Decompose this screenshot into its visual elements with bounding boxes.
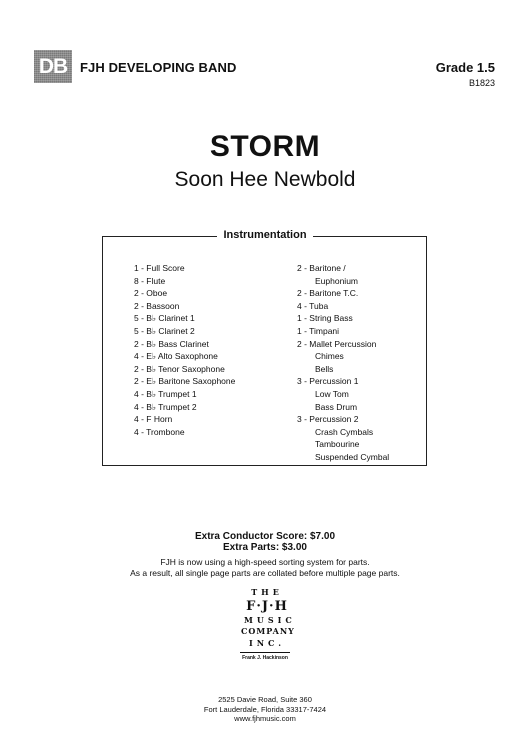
instrument-line: 2 - Bassoon <box>134 300 180 311</box>
instrument-line: 2 - Baritone T.C. <box>297 288 359 299</box>
conductor-score-price: Extra Conductor Score: $7.00 <box>194 531 336 542</box>
instrument-subline: Crash Cymbals <box>315 426 374 437</box>
instrument-line: 1 - Full Score <box>134 263 185 273</box>
instrument-line: 4 - Tuba <box>297 300 329 311</box>
instrument-subline: Bass Drum <box>315 401 358 412</box>
instrument-subline: Bells <box>315 363 334 374</box>
instrument-line: 2 - E♭ Baritone Saxophone <box>134 376 236 387</box>
instrument-line: 1 - String Bass <box>297 313 353 324</box>
catalog-code: B1823 <box>468 78 495 88</box>
instrument-line: 4 - Trombone <box>134 426 185 437</box>
instrument-line: 2 - Baritone / <box>297 263 346 273</box>
instrument-subline: Tambourine <box>315 439 360 450</box>
instrument-line: 4 - B♭ Trumpet 2 <box>134 401 197 412</box>
logo-line-music: MUSIC <box>244 614 296 625</box>
instrument-line: 8 - Flute <box>134 275 166 286</box>
instrument-line: 4 - B♭ Trumpet 1 <box>134 388 197 399</box>
logo-line-company: COMPANY <box>241 626 295 636</box>
instrument-line: 3 - Percussion 2 <box>297 414 359 425</box>
extra-parts-price: Extra Parts: $3.00 <box>223 542 307 553</box>
instrumentation-heading <box>0 229 530 241</box>
fjh-publisher-logo <box>240 587 296 661</box>
instrument-line: 1 - Timpani <box>297 325 340 336</box>
publisher-address <box>0 695 530 724</box>
sorting-note-line-1: FJH is now using a high-speed sorting system for parts. <box>160 557 370 567</box>
instrument-line: 4 - E♭ Alto Saxophone <box>134 351 218 362</box>
instrument-line: 2 - Oboe <box>134 288 168 299</box>
instrument-line: 2 - Mallet Percussion <box>297 338 377 349</box>
instrument-line: 2 - B♭ Bass Clarinet <box>134 338 209 349</box>
instrument-line: 3 - Percussion 1 <box>297 376 359 387</box>
instrumentation-heading-text: Instrumentation <box>217 229 312 241</box>
logo-line-the: THE <box>251 587 283 597</box>
db-series-logo: DB <box>34 50 72 83</box>
composer-name: Soon Hee Newbold <box>174 168 356 191</box>
instrumentation-left-column <box>134 262 235 438</box>
logo-line-inc: INC. <box>248 637 286 648</box>
sorting-note <box>0 557 530 579</box>
piece-title: STORM <box>209 130 321 163</box>
instrument-line: 5 - B♭ Clarinet 1 <box>134 313 195 324</box>
instrument-subline: Low Tom <box>315 388 349 399</box>
address-website: www.fjhmusic.com <box>234 714 296 723</box>
instrument-subline: Chimes <box>315 351 344 362</box>
sorting-note-line-2: As a result, all single page parts are collated before multiple page parts. <box>130 568 400 578</box>
series-name: FJH DEVELOPING BAND <box>80 60 237 75</box>
instrumentation-right-column <box>297 262 389 464</box>
instrument-subline: Euphonium <box>315 275 359 286</box>
instrument-line: 5 - B♭ Clarinet 2 <box>134 325 195 336</box>
logo-signature: Frank J. Hackinson <box>240 652 290 661</box>
instrument-subline: Suspended Cymbal <box>315 451 390 462</box>
grade-level: Grade 1.5 <box>435 60 495 75</box>
instrument-line: 4 - F Horn <box>134 414 173 425</box>
instrument-line: 2 - B♭ Tenor Saxophone <box>134 363 225 374</box>
pricing-block <box>0 531 530 553</box>
logo-line-fjh: F·J·H <box>246 598 288 614</box>
address-street: 2525 Davie Road, Suite 360 <box>218 695 312 704</box>
address-city: Fort Lauderdale, Florida 33317-7424 <box>203 704 327 714</box>
